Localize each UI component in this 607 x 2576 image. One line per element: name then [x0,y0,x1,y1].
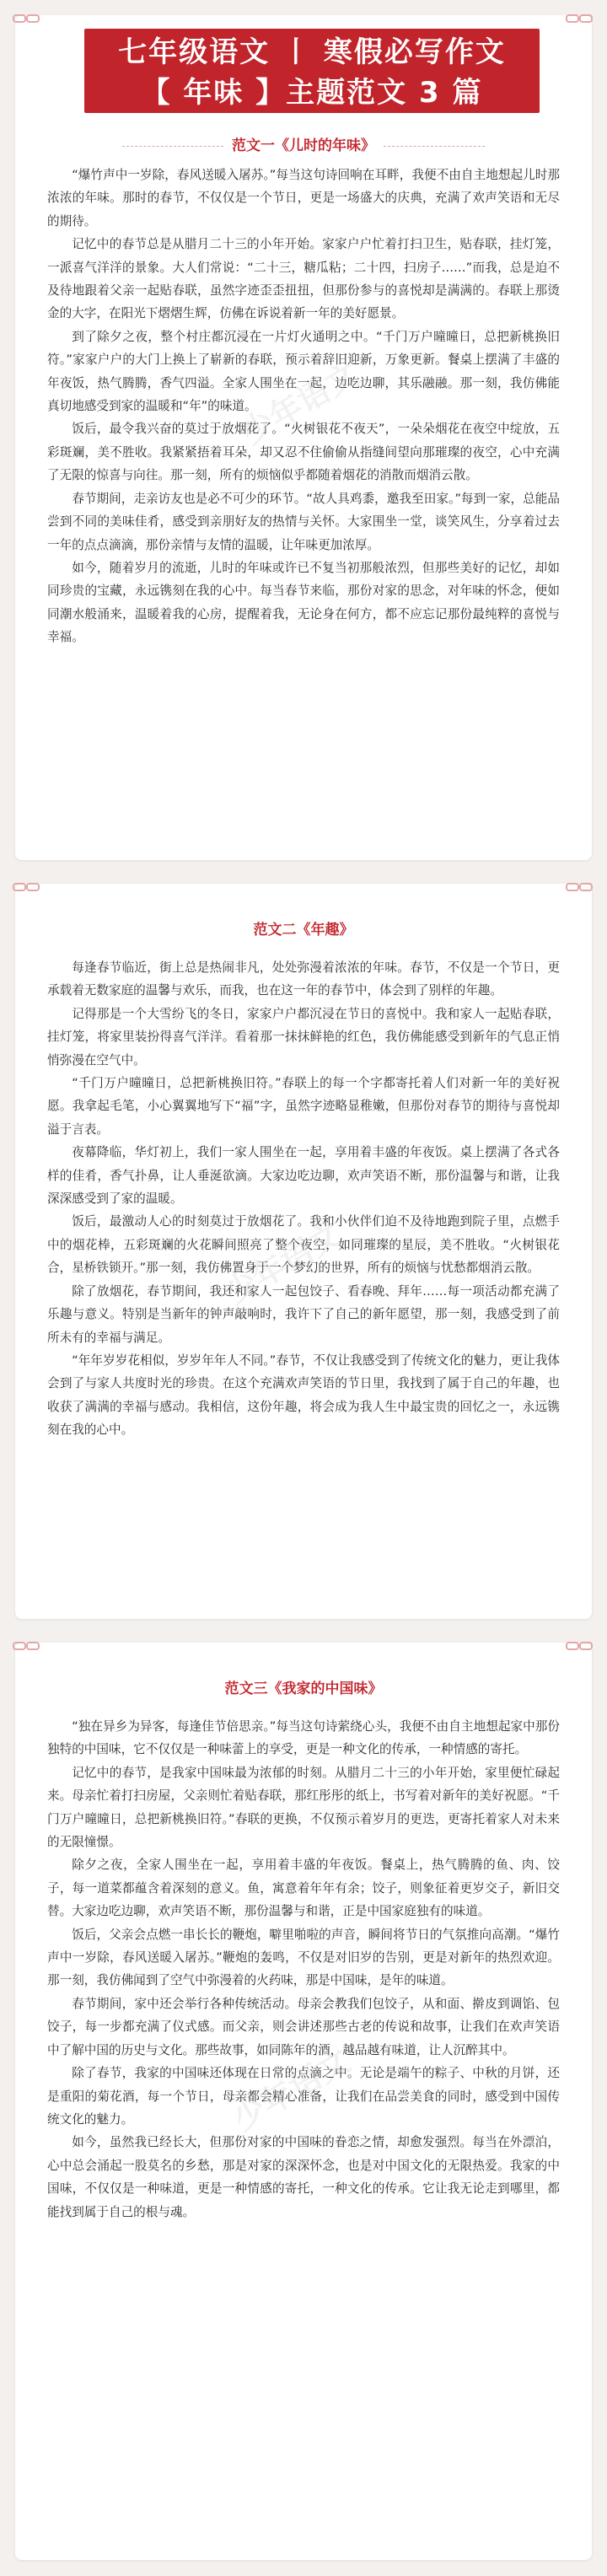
essay-card-1 [15,15,592,860]
paragraph: 记忆中的春节总是从腊月二十三的小年开始。家家户户忙着打扫卫生，贴春联，挂灯笼，一派喜气洋洋的景象。大人们常说：“二十三，糖瓜粘；二十四，扫房子……”而我，总是迫不及待地跟着父亲一起贴春联，虽然字迹歪歪扭扭，但那份参与的喜悦却是满满的。春联上那烫金的大字，在阳光下熠熠生辉，仿佛在诉说着新一年的美好愿景。 [47,237,560,321]
decorative-corner-left-icon [12,13,42,24]
essay-title-text: 范文一《儿时的年味》 [232,137,375,154]
paragraph: 记忆中的春节，是我家中国味最为浓郁的时刻。从腊月二十三的小年开始，家里便忙碌起来。母亲忙着打扫房屋，父亲则忙着贴春联，那红彤彤的纸上，书写着对新年的美好祝愿。“千门万户曈曈日，总把新桃换旧符。”春联的更换，不仅预示着岁月的更迭，更寄托着家人对未来的无限憧憬。 [47,1765,560,1850]
paragraph: “独在异乡为异客，每逢佳节倍思亲。”每当这句诗萦绕心头，我便不由自主地想起家中那份独特的中国味，它不仅仅是一种味蕾上的享受，更是一种文化的传承，一种情感的寄托。 [47,1719,560,1757]
divider [122,146,223,147]
title-banner [84,29,540,113]
essay-title-text: 范文二《年趣》 [253,922,354,938]
watermark: 少年语文 [218,1215,348,1312]
essay-title-1 [15,133,592,154]
essay-card-2 [15,884,592,1619]
paragraph: “爆竹声中一岁除，春风送暖入屠苏。”每当这句诗回响在耳畔，我便不由自主地想起儿时那浓浓的年味。那时的春节，不仅仅是一个节日，更是一场盛大的庆典，充满了欢声笑语和无尽的期待。 [47,168,560,229]
paragraph: 除了春节，我家的中国味还体现在日常的点滴之中。无论是端午的粽子、中秋的月饼，还是重阳的菊花酒，每一个节日，母亲都会精心准备，让我们在品尝美食的同时，感受到中国传统文化的魅力。 [47,2066,560,2127]
essay-body-2 [47,956,560,1442]
decorative-corner-left-icon [12,881,42,893]
paragraph: 春节期间，家中还会举行各种传统活动。母亲会教我们包饺子，从和面、擀皮到调馅、包饺子，每一步都充满了仪式感。而父亲，则会讲述那些古老的传说和故事，让我们在欢声笑语中了解中国的历史与文化。那些故事，如同陈年的酒，越品越有味道，让人沉醉其中。 [47,1996,560,2057]
decorative-corner-left-icon [12,1640,42,1652]
decorative-corner-right-icon [565,13,595,24]
paragraph: 记得那是一个大雪纷飞的冬日，家家户户都沉浸在节日的喜悦中。我和家人一起贴春联，挂灯笼，将家里装扮得喜气洋洋。看着那一抹抹鲜艳的红色，我仿佛能感受到新年的气息正悄悄弥漫在空气中。 [47,1006,560,1068]
paragraph: “年年岁岁花相似，岁岁年年人不同。”春节，不仅让我感受到了传统文化的魅力，更让我体会到了与家人共度时光的珍贵。在这个充满欢声笑语的节日里，我找到了属于自己的年趣，也收获了满满的幸福与感动。我相信，这份年趣，将会成为我人生中最宝贵的回忆之一，永远镌刻在我的心中。 [47,1353,560,1438]
paragraph: 饭后，最令我兴奋的莫过于放烟花了。“火树银花不夜天”，一朵朵烟花在夜空中绽放，五彩斑斓，美不胜收。我紧紧捂着耳朵，却又忍不住偷偷从指缝间望向那璀璨的夜空，心中充满了无限的惊喜与向往。那一刻，所有的烦恼似乎都随着烟花的消散而烟消云散。 [47,422,560,483]
essay-title-text: 范文三《我家的中国味》 [224,1681,383,1697]
paragraph: 夜幕降临，华灯初上，我们一家人围坐在一起，享用着丰盛的年夜饭。桌上摆满了各式各样的佳肴，香气扑鼻，让人垂涎欲滴。大家边吃边聊，欢声笑语不断，那份温馨与和谐，让我深深感受到了家的温暖。 [47,1145,560,1207]
essay-title-3 [15,1676,592,1697]
paragraph: 除了放烟花，春节期间，我还和家人一起包饺子、看春晚、拜年……每一项活动都充满了乐趣与意义。特别是当新年的钟声敲响时，我许下了自己的新年愿望，那一刻，我感受到了前所未有的幸福与满足。 [47,1283,560,1345]
essay-body-3 [47,1715,560,2224]
paragraph: 春节期间，走亲访友也是必不可少的环节。“故人具鸡黍，邀我至田家。”每到一家，总能品尝到不同的美味佳肴，感受到亲朋好友的热情与关怀。大家围坐一堂，谈笑风生，分享着过去一年的点点滴滴，那份亲情与友情的温暖，让年味更加浓厚。 [47,491,560,552]
decorative-corner-right-icon [565,881,595,893]
paragraph: 每逢春节临近，街上总是热闹非凡，处处弥漫着浓浓的年味。春节，不仅是一个节日，更承载着无数家庭的温馨与欢乐，而我，也在这一年的春节中，体会到了别样的年趣。 [47,960,560,998]
paragraph: 如今，随着岁月的流逝，儿时的年味或许已不复当初那般浓烈，但那些美好的记忆，却如同珍贵的宝藏，永远镌刻在我的心中。每当春节来临，那份对家的思念，对年味的怀念，便如同潮水般涌来，温暖着我的心房，提醒着我，无论身在何方，都不应忘记那份最纯粹的喜悦与幸福。 [47,560,560,645]
watermark: 少年语文 [226,2041,357,2138]
paragraph: 到了除夕之夜，整个村庄都沉浸在一片灯火通明之中。“千门万户曈曈日，总把新桃换旧符。”家家户户的大门上换上了崭新的春联，预示着辞旧迎新，万象更新。餐桌上摆满了丰盛的年夜饭，热气腾腾，香气四溢。全家人围坐在一起，边吃边聊，其乐融融。那一刻，我仿佛能真切地感受到家的温暖和“年”的味道。 [47,329,560,414]
paragraph: 饭后，最激动人心的时刻莫过于放烟花了。我和小伙伴们迫不及待地跑到院子里，点燃手中的烟花棒，五彩斑斓的火花瞬间照亮了整个夜空，如同璀璨的星辰，美不胜收。“火树银花合，星桥铁锁开。”那一刻，我仿佛置身于一个梦幻的世界，所有的烦恼与忧愁都烟消云散。 [47,1214,560,1276]
essay-title-2 [15,917,592,938]
essay-body-1 [47,164,560,649]
decorative-corner-right-icon [565,1640,595,1652]
essay-card-3 [15,1643,592,2560]
divider [384,146,485,147]
banner-title-line2: 【 年味 】主题范文 3 篇 [141,76,483,110]
watermark: 少年语文 [234,355,365,452]
paragraph: “千门万户曈曈日，总把新桃换旧符。”春联上的每一个字都寄托着人们对新一年的美好祝愿。我拿起毛笔，小心翼翼地写下“福”字，虽然字迹略显稚嫩，但那份对春节的期待与喜悦却溢于言表。 [47,1076,560,1137]
banner-title-line1: 七年级语文 丨 寒假必写作文 [118,35,506,69]
paragraph: 如今，虽然我已经长大，但那份对家的中国味的眷恋之情，却愈发强烈。每当在外漂泊，心中总会涌起一股莫名的乡愁，那是对家的深深怀念，也是对中国文化的无限热爱。我家的中国味，不仅仅是一种味道，更是一种情感的寄托，一种文化的传承。它让我无论走到哪里，都能找到属于自己的根与魂。 [47,2135,560,2219]
paragraph: 除夕之夜，全家人围坐在一起，享用着丰盛的年夜饭。餐桌上，热气腾腾的鱼、肉、饺子，每一道菜都蕴含着深刻的意义。鱼，寓意着年年有余；饺子，则象征着更岁交子，新旧交替。大家边吃边聊，欢声笑语不断，那份温馨与和谐，正是中国家庭独有的味道。 [47,1858,560,1919]
paragraph: 饭后，父亲会点燃一串长长的鞭炮，噼里啪啦的声音，瞬间将节日的气氛推向高潮。“爆竹声中一岁除，春风送暖入屠苏。”鞭炮的轰鸣，不仅是对旧岁的告别，更是对新年的热烈欢迎。那一刻，我仿佛闻到了空气中弥漫着的火药味，那是中国味，是年的味道。 [47,1927,560,1988]
